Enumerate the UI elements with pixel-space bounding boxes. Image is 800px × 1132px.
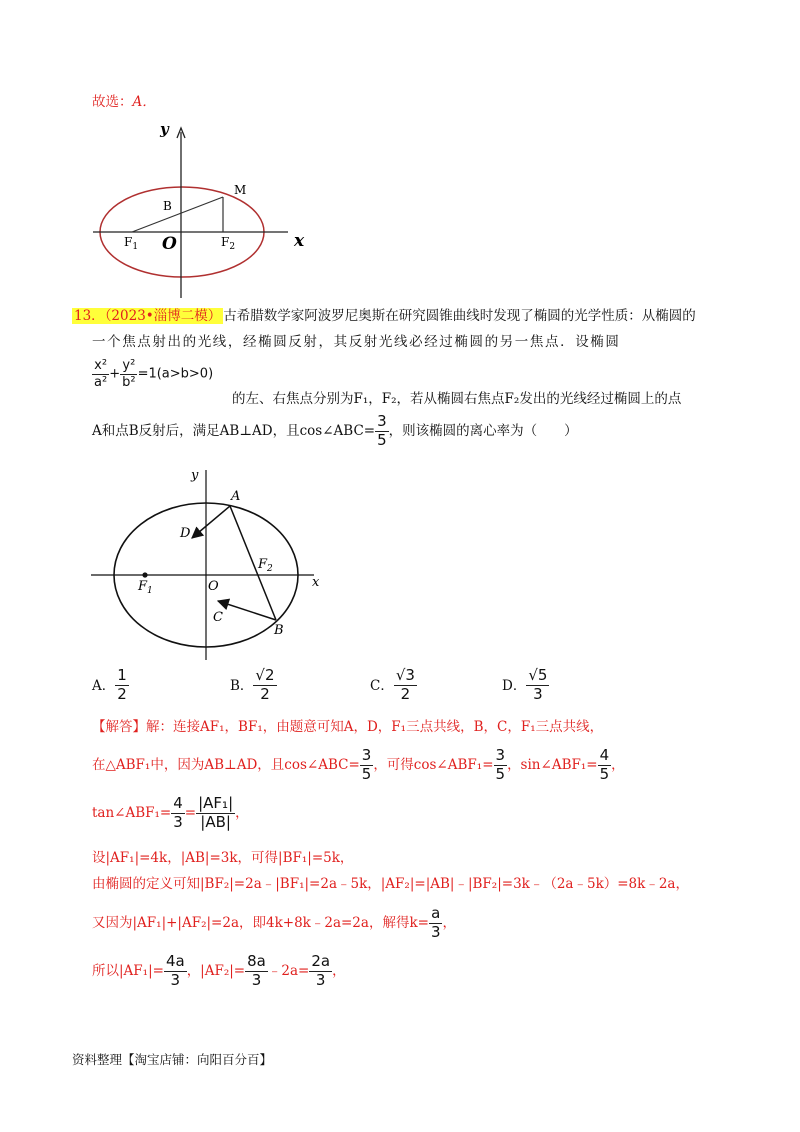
fig1-f1-label: $F_1$ bbox=[124, 235, 139, 252]
option-b-label: B． bbox=[230, 677, 254, 694]
question-line-4 bbox=[92, 414, 578, 449]
eq-plus: + bbox=[109, 366, 121, 382]
option-a-fraction: $\frac{1}{2}$ bbox=[117, 666, 127, 703]
previous-answer bbox=[92, 92, 156, 112]
eq-frac-x: $\frac{\text{x²}}{\text{a²}}$ bbox=[94, 358, 108, 390]
question-line-1 bbox=[72, 306, 696, 326]
focus-f1-dot bbox=[142, 572, 147, 577]
option-d[interactable] bbox=[502, 668, 549, 703]
question-number-source: 13．（2023•淄博二模） bbox=[74, 308, 222, 324]
option-a-label: A． bbox=[92, 677, 116, 694]
fig1-m-label: M bbox=[234, 183, 247, 197]
question-line-4-post: ，则该椭圆的离心率为（ ） bbox=[388, 422, 578, 439]
fig1-x-label: x bbox=[294, 231, 305, 251]
ellipse-equation bbox=[92, 359, 213, 389]
eq-rest: =1(a>b>0) bbox=[137, 366, 214, 382]
figure-ellipse-1 bbox=[90, 118, 320, 303]
solution-text-1: 解：连接AF₁，BF₁，由题意可知A，D，F₁三点共线，B，C，F₁三点共线， bbox=[146, 719, 604, 735]
figure-ellipse-2 bbox=[88, 462, 333, 667]
sol-frac-tan: $\frac{4}{3}$ bbox=[173, 794, 183, 831]
ray-a-d bbox=[192, 506, 230, 538]
question-line-2: 一个焦点射出的光线，经椭圆反射，其反射光线必经过椭圆的另一焦点．设椭圆 bbox=[92, 334, 621, 350]
fig1-b-label: B bbox=[163, 199, 172, 213]
option-b[interactable] bbox=[230, 668, 277, 703]
solution-line-3: tan∠ABF₁= $\frac{4}{3}$ = $\frac{\text{|AF₁|}}{|AB|}$ ， bbox=[92, 794, 249, 831]
sol-frac-cos-abc: $\frac{3}{5}$ bbox=[361, 746, 372, 783]
fig1-f2-label: $F_2$ bbox=[221, 235, 236, 252]
question-line-3: 的左、右焦点分别为F₁，F₂，若从椭圆右焦点F₂发出的光线经过椭圆上的点 bbox=[232, 391, 682, 407]
solution-line-1 bbox=[92, 717, 603, 737]
fig2-b-label: B bbox=[274, 623, 284, 638]
ray-b-c bbox=[218, 601, 276, 620]
previous-answer-value: A． bbox=[132, 94, 156, 110]
sol-frac-af1: $\frac{4a}{3}$ bbox=[165, 952, 185, 989]
fig1-y-label: y bbox=[160, 120, 169, 138]
option-d-label: D． bbox=[502, 677, 527, 694]
solution-tag: 【解答】 bbox=[92, 719, 146, 735]
sol-frac-cos-abf1: $\frac{3}{5}$ bbox=[495, 746, 506, 783]
fig2-a-label: A bbox=[231, 489, 241, 504]
fig2-c-label: C bbox=[213, 610, 223, 625]
fig1-o-label: O bbox=[162, 234, 177, 254]
solution-line-4: 设|AF₁|=4k，|AB|=3k，可得|BF₁|=5k， bbox=[92, 850, 354, 866]
sol-frac-sin-abf1: $\frac{4}{5}$ bbox=[599, 746, 610, 783]
option-c-fraction: $\frac{√3}{2}$ bbox=[395, 666, 415, 703]
fig2-o-label: O bbox=[208, 579, 219, 594]
solution-line-2: 在△ABF₁中，因为AB⊥AD，且cos∠ABC= $\frac{3}{5}$ ，可得cos∠ABF₁= $\frac{3}{5}$ ，sin∠ABF₁= $\frac{4}{5}$ ， bbox=[92, 746, 625, 783]
question-line-4-pre: A和点B反射后，满足AB⊥AD，且cos∠ABC= bbox=[92, 422, 376, 439]
previous-answer-prefix: 故选： bbox=[92, 94, 133, 110]
cos-abc-fraction: $\frac{3}{5}$ bbox=[377, 412, 387, 449]
option-a[interactable] bbox=[92, 668, 129, 703]
fig2-f1-label: $F_1$ bbox=[138, 579, 153, 596]
fig2-f2-label: $F_2$ bbox=[258, 557, 273, 574]
question-text-1: 古希腊数学家阿波罗尼奥斯在研究圆锥曲线时发现了椭圆的光学性质：从椭圆的 bbox=[223, 308, 696, 324]
segment-f1-m bbox=[132, 197, 223, 232]
footer-note: 资料整理【淘宝店铺：向阳百分百】 bbox=[72, 1052, 273, 1067]
sol-frac-af1-ab: $\frac{\text{|AF₁|}}{|AB|}$ bbox=[198, 794, 234, 831]
fig2-y-label: y bbox=[191, 468, 199, 483]
eq-frac-y: $\frac{\text{y²}}{\text{b²}}$ bbox=[122, 358, 136, 390]
solution-line-5: 由椭圆的定义可知|BF₂|=2a﹣|BF₁|=2a﹣5k，|AF₂|=|AB|﹣|BF₂|=3k﹣（2a﹣5k）=8k﹣2a， bbox=[92, 876, 689, 892]
option-c[interactable] bbox=[370, 668, 417, 703]
option-c-label: C． bbox=[370, 677, 394, 694]
sol-frac-8a: $\frac{8a}{3}$ bbox=[247, 952, 266, 989]
solution-line-7: 所以|AF₁|= $\frac{4a}{3}$ ，|AF₂|= $\frac{8a}{3}$ ﹣2a= $\frac{2a}{3}$ ， bbox=[92, 952, 346, 989]
sol-frac-k: $\frac{a}{3}$ bbox=[430, 904, 441, 941]
fig2-x-label: x bbox=[312, 575, 320, 590]
solution-line-6: 又因为|AF₁|+|AF₂|=2a，即4k+8k﹣2a=2a，解得k= $\frac{a}{3}$ ， bbox=[92, 904, 456, 941]
fig2-d-label: D bbox=[180, 526, 191, 541]
option-b-fraction: $\frac{√2}{2}$ bbox=[255, 666, 275, 703]
sol-frac-2a: $\frac{2a}{3}$ bbox=[311, 952, 331, 989]
option-d-fraction: $\frac{√5}{3}$ bbox=[528, 666, 548, 703]
